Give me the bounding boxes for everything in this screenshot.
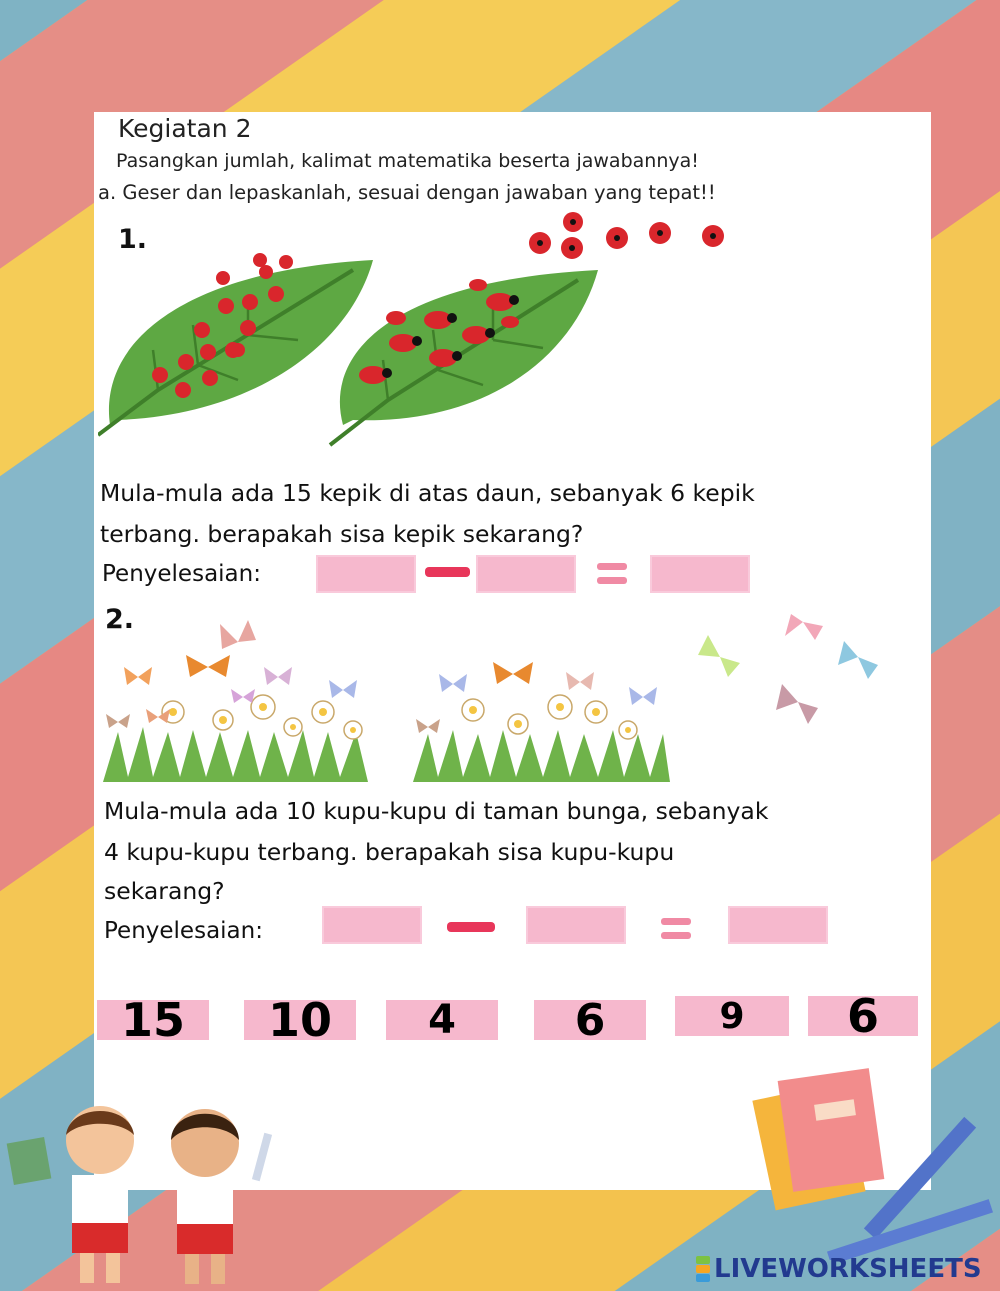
students-illustration: [0, 1095, 300, 1291]
answer-tile[interactable]: 15: [97, 1000, 209, 1040]
problem-1-solution-label: Penyelesaian:: [102, 561, 261, 587]
problem-2-line-3: sekarang?: [104, 877, 225, 905]
answer-tile[interactable]: 4: [386, 1000, 498, 1040]
equals-icon: [597, 563, 627, 585]
liveworksheets-wordmark: LIVEWORKSHEETS: [714, 1254, 982, 1284]
answer-tile[interactable]: 10: [244, 1000, 356, 1040]
problem-1-number: 1.: [118, 224, 148, 255]
activity-subtitle: Pasangkan jumlah, kalimat matematika beserta jawabannya!: [116, 150, 699, 172]
boy-student-icon: [171, 1109, 272, 1284]
problem-1-drop-slot-2[interactable]: [476, 555, 576, 593]
answer-tile[interactable]: 6: [534, 1000, 646, 1040]
problem-1-line-1: Mula-mula ada 15 kepik di atas daun, sebanyak 6 kepik: [100, 479, 755, 507]
problem-2-drop-slot-answer[interactable]: [728, 906, 828, 944]
problem-1-drop-slot-1[interactable]: [316, 555, 416, 593]
equals-icon: [661, 918, 691, 940]
leaves-with-ladybugs-illustration: [98, 240, 618, 455]
pencil-icon: [827, 1199, 993, 1260]
answer-tile[interactable]: 9: [675, 996, 789, 1036]
activity-title: Kegiatan 2: [118, 114, 252, 143]
liveworksheets-logo-icon: [696, 1256, 710, 1282]
flying-ladybugs-illustration: [525, 208, 735, 268]
problem-2-number: 2.: [105, 604, 135, 635]
problem-2-line-1: Mula-mula ada 10 kupu-kupu di taman bunga, sebanyak: [104, 797, 769, 825]
problem-2-line-2: 4 kupu-kupu terbang. berapakah sisa kupu-kupu: [104, 838, 675, 866]
activity-instruction: a. Geser dan lepaskanlah, sesuai dengan jawaban yang tepat!!: [98, 181, 716, 204]
liveworksheets-logo: [696, 1254, 982, 1284]
grass-icon: [103, 727, 670, 782]
leaf-icon: [330, 270, 598, 445]
butterflies-garden-illustration: [98, 612, 898, 792]
minus-icon: [447, 922, 495, 932]
books-and-pencils-illustration: [745, 1060, 1000, 1260]
boy-student-icon: [7, 1106, 134, 1283]
minus-icon: [425, 567, 470, 577]
answer-tile[interactable]: 6: [808, 996, 918, 1036]
flower-icon: [162, 695, 637, 739]
problem-1-line-2: terbang. berapakah sisa kepik sekarang?: [100, 520, 584, 548]
problem-1-drop-slot-answer[interactable]: [650, 555, 750, 593]
problem-2-solution-label: Penyelesaian:: [104, 918, 263, 944]
notebook-icon: [752, 1068, 884, 1210]
problem-2-drop-slot-1[interactable]: [322, 906, 422, 944]
problem-2-drop-slot-2[interactable]: [526, 906, 626, 944]
